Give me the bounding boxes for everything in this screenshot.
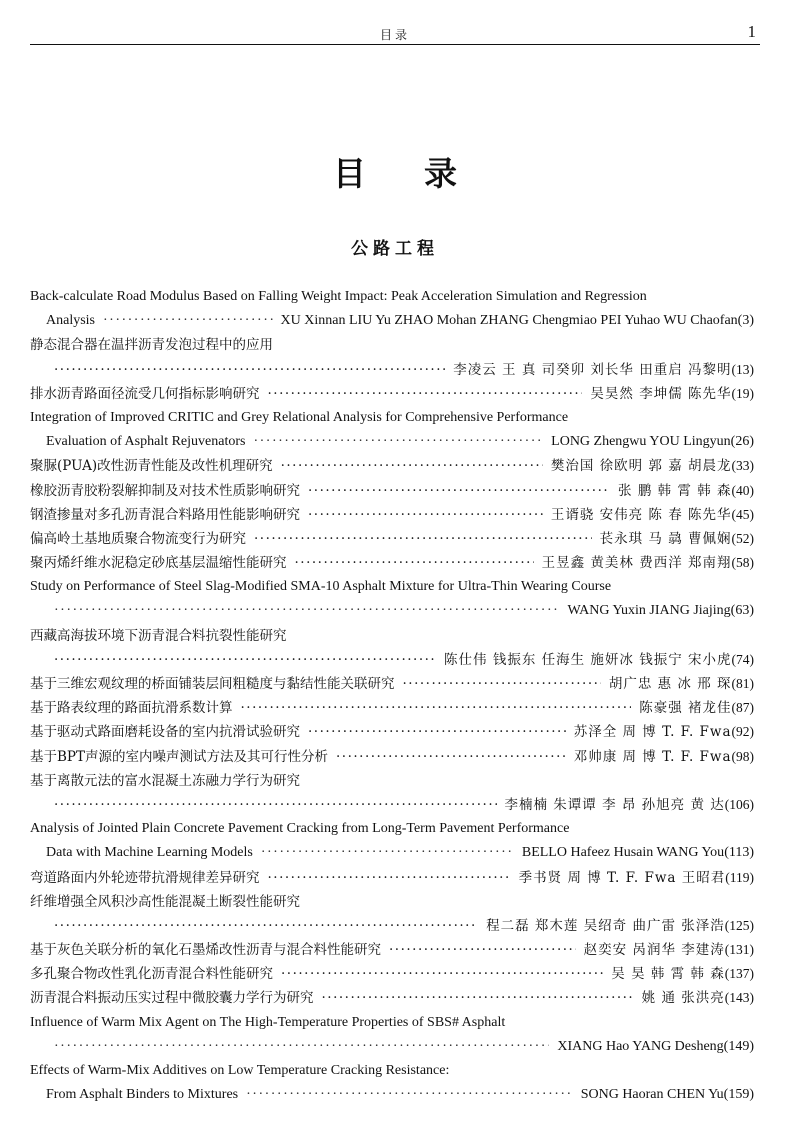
dot-leader xyxy=(54,914,478,938)
dot-leader xyxy=(54,648,436,672)
toc-entry xyxy=(30,769,754,817)
entry-title: Back-calculate Road Modulus Based on Falling Weight Impact: Peak Acceleration Simulation and Regression xyxy=(30,289,647,304)
entry-title: 聚脲(PUA)改性沥青性能及改性机理研究 xyxy=(30,458,273,475)
toc-entry xyxy=(30,575,754,623)
toc-line xyxy=(30,841,754,865)
section-heading: 公路工程 xyxy=(351,239,439,259)
entry-title: Integration of Improved CRITIC and Grey Relational Analysis for Comprehensive Performance xyxy=(30,409,569,425)
entry-authors: 李楠楠 朱谭谭 李 昂 孙旭亮 黄 达 xyxy=(504,796,725,813)
toc-entry xyxy=(30,986,754,1010)
dot-leader xyxy=(54,358,445,382)
toc-line xyxy=(30,406,754,430)
entry-page: (159) xyxy=(723,1087,754,1103)
toc-line xyxy=(30,696,754,720)
entry-page: (98) xyxy=(731,748,754,764)
toc-entry xyxy=(30,333,754,381)
dot-leader xyxy=(253,430,543,454)
entry-page: (92) xyxy=(731,724,754,740)
toc-line xyxy=(30,866,754,890)
running-title: 目录 xyxy=(379,28,410,42)
dot-leader xyxy=(308,720,566,744)
entry-page: (74) xyxy=(731,651,754,667)
toc-entry xyxy=(30,696,754,720)
toc-line xyxy=(30,745,754,769)
entry-title: Analysis xyxy=(46,313,95,329)
entry-authors: 王谞骁 安伟亮 陈 春 陈先华 xyxy=(550,506,732,523)
toc-line xyxy=(30,914,754,938)
toc-line xyxy=(30,890,754,914)
running-header xyxy=(30,20,760,45)
toc-line xyxy=(30,527,754,551)
entry-authors: WANG Yuxin JIANG Jiajing xyxy=(567,603,731,619)
entry-title: Evaluation of Asphalt Rejuvenators xyxy=(46,434,246,450)
dot-leader xyxy=(295,551,534,575)
entry-page: (131) xyxy=(724,942,754,958)
dot-leader xyxy=(261,841,514,865)
entry-title: Data with Machine Learning Models xyxy=(46,845,253,861)
table-of-contents xyxy=(30,285,754,1107)
dot-leader xyxy=(281,454,543,478)
dot-leader xyxy=(246,1083,573,1107)
toc-entry xyxy=(30,454,754,478)
toc-line xyxy=(30,1059,754,1083)
entry-title: Influence of Warm Mix Agent on The High-Temperature Properties of SBS# Asphalt xyxy=(30,1014,506,1030)
toc-line xyxy=(30,285,754,309)
entry-title: From Asphalt Binders to Mixtures xyxy=(46,1087,239,1103)
toc-entry xyxy=(30,479,754,503)
toc-line xyxy=(30,430,754,454)
entry-page: (63) xyxy=(730,603,754,619)
toc-line xyxy=(30,382,754,406)
page-number: 1 xyxy=(747,22,756,41)
toc-entry xyxy=(30,503,754,527)
entry-page: (58) xyxy=(731,555,754,571)
entry-title: Analysis of Jointed Plain Concrete Pavement Cracking from Long-Term Pavement Performance xyxy=(30,821,570,837)
entry-page: (113) xyxy=(724,845,754,861)
entry-title: 聚丙烯纤维水泥稳定砂底基层温缩性能研究 xyxy=(30,555,287,572)
entry-authors: 樊治国 徐欧明 郭 嘉 胡晨龙 xyxy=(550,458,732,475)
entry-authors: XU Xinnan LIU Yu ZHAO Mohan ZHANG Chengmiao PEI Yuhao WU Chaofan xyxy=(280,313,738,329)
toc-line xyxy=(30,672,754,696)
entry-authors: 程二磊 郑木莲 吴绍奇 曲广雷 张泽浩 xyxy=(486,917,725,934)
entry-authors: 陈仕伟 钱振东 任海生 施妍冰 钱振宁 宋小虎 xyxy=(444,651,732,668)
toc-line xyxy=(30,358,754,382)
dot-leader xyxy=(281,962,603,986)
entry-page: (52) xyxy=(731,530,754,546)
entry-page: (26) xyxy=(730,434,754,450)
entry-page: (149) xyxy=(723,1038,754,1054)
toc-line xyxy=(30,599,754,623)
entry-title: 橡胶沥青胶粉裂解抑制及对技术性质影响研究 xyxy=(30,482,300,499)
entry-page: (125) xyxy=(724,917,754,933)
entry-authors: 赵奕安 呙润华 李建涛 xyxy=(583,942,725,959)
dot-leader xyxy=(389,938,576,962)
entry-page: (81) xyxy=(731,676,754,691)
entry-title: 偏高岭土基地质聚合物流变行为研究 xyxy=(30,530,246,547)
entry-title: 基于离散元法的富水混凝土冻融力学行为研究 xyxy=(30,772,300,789)
entry-title: 多孔聚合物改性乳化沥青混合料性能研究 xyxy=(30,966,273,983)
dot-leader xyxy=(254,527,592,551)
entry-title: 基于路表纹理的路面抗滑系数计算 xyxy=(30,700,233,717)
entry-page: (106) xyxy=(724,796,754,812)
entry-authors: 吴昊然 李坤儒 陈先华 xyxy=(590,385,732,402)
toc-entry xyxy=(30,745,754,769)
entry-authors: 邓帅康 周 博 T. F. Fwa xyxy=(573,748,732,765)
entry-page: (143) xyxy=(724,990,754,1006)
toc-entry xyxy=(30,962,754,986)
toc-line xyxy=(30,962,754,986)
dot-leader xyxy=(241,696,632,720)
toc-entry xyxy=(30,866,754,890)
toc-entry xyxy=(30,406,754,454)
dot-leader xyxy=(54,1035,549,1059)
entry-page: (19) xyxy=(731,385,754,401)
toc-entry xyxy=(30,817,754,865)
entry-authors: 王昱鑫 黄美林 费西洋 郑南翔 xyxy=(541,555,732,572)
entry-authors: 陈豪强 褚龙佳 xyxy=(639,700,732,717)
toc-line xyxy=(30,575,754,599)
toc-entry xyxy=(30,1059,754,1107)
entry-authors: 胡广忠 惠 冰 邢 琛 xyxy=(608,676,732,692)
toc-line xyxy=(30,769,754,793)
toc-line xyxy=(30,720,754,744)
dot-leader xyxy=(54,793,497,817)
entry-title: Study on Performance of Steel Slag-Modified SMA-10 Asphalt Mixture for Ultra-Thin Wearing Course xyxy=(30,579,612,595)
entry-authors: 季书贤 周 博 T. F. Fwa 王昭君 xyxy=(518,869,726,886)
toc-line xyxy=(30,454,754,478)
entry-page: (13) xyxy=(731,361,754,377)
dot-leader xyxy=(268,866,511,890)
entry-title: 基于驱动式路面磨耗设备的室内抗滑试验研究 xyxy=(30,724,300,741)
toc-entry xyxy=(30,720,754,744)
toc-entry xyxy=(30,527,754,551)
entry-title: 弯道路面内外轮迹带抗滑规律差异研究 xyxy=(30,869,260,886)
entry-title: 基于灰色关联分析的氧化石墨烯改性沥青与混合料性能研究 xyxy=(30,942,381,959)
entry-authors: 吴 昊 韩 霄 韩 森 xyxy=(611,966,725,983)
entry-authors: 苌永琪 马 骉 曹佩娴 xyxy=(599,530,732,547)
toc-line xyxy=(30,309,754,333)
dot-leader xyxy=(308,503,543,527)
entry-page: (3) xyxy=(737,313,754,329)
toc-line xyxy=(30,817,754,841)
toc-line xyxy=(30,479,754,503)
entry-page: (119) xyxy=(725,869,754,885)
entry-page: (87) xyxy=(731,700,754,716)
toc-line xyxy=(30,1083,754,1107)
entry-title: 纤维增强全风积沙高性能混凝土断裂性能研究 xyxy=(30,893,300,910)
dot-leader xyxy=(403,672,601,696)
entry-title: 西藏高海拔环境下沥青混合料抗裂性能研究 xyxy=(30,627,287,644)
entry-authors: SONG Haoran CHEN Yu xyxy=(580,1087,724,1103)
dot-leader xyxy=(268,382,583,406)
entry-authors: XIANG Hao YANG Desheng xyxy=(557,1038,724,1054)
entry-authors: 张 鹏 韩 霄 韩 森 xyxy=(618,482,732,499)
toc-entry xyxy=(30,672,754,696)
toc-entry xyxy=(30,938,754,962)
page-title: 目录 xyxy=(333,154,515,193)
toc-line xyxy=(30,1035,754,1059)
entry-authors: 苏泽全 周 博 T. F. Fwa xyxy=(573,724,732,741)
toc-entry xyxy=(30,624,754,672)
dot-leader xyxy=(103,309,273,333)
dot-leader xyxy=(336,745,566,769)
toc-line xyxy=(30,648,754,672)
entry-page: (33) xyxy=(731,458,754,474)
toc-entry xyxy=(30,890,754,938)
toc-line xyxy=(30,333,754,357)
toc-line xyxy=(30,1011,754,1035)
entry-authors: 姚 通 张洪亮 xyxy=(641,990,725,1007)
entry-title: 排水沥青路面径流受几何指标影响研究 xyxy=(30,385,260,402)
entry-title: 沥青混合料振动压实过程中微胶囊力学行为研究 xyxy=(30,990,314,1007)
toc-line xyxy=(30,986,754,1010)
entry-title: 基于BPT声源的室内噪声测试方法及其可行性分析 xyxy=(30,748,329,765)
dot-leader xyxy=(322,986,634,1010)
toc-line xyxy=(30,551,754,575)
toc-entry xyxy=(30,551,754,575)
dot-leader xyxy=(308,479,610,503)
dot-leader xyxy=(54,599,559,623)
toc-line xyxy=(30,793,754,817)
toc-entry xyxy=(30,382,754,406)
entry-title: 静态混合器在温拌沥青发泡过程中的应用 xyxy=(30,337,273,354)
toc-line xyxy=(30,503,754,527)
entry-title: Effects of Warm-Mix Additives on Low Temperature Cracking Resistance: xyxy=(30,1063,450,1078)
entry-title: 基于三维宏观纹理的桥面铺装层间粗糙度与黏结性能关联研究 xyxy=(30,676,395,692)
toc-line xyxy=(30,938,754,962)
entry-authors: 李凌云 王 真 司癸卯 刘长华 田重启 冯黎明 xyxy=(453,361,732,378)
entry-authors: BELLO Hafeez Husain WANG You xyxy=(521,845,725,861)
entry-page: (45) xyxy=(731,506,754,522)
entry-title: 钢渣掺量对多孔沥青混合料路用性能影响研究 xyxy=(30,506,300,523)
entry-page: (137) xyxy=(724,966,754,982)
entry-authors: LONG Zhengwu YOU Lingyun xyxy=(551,434,731,450)
toc-entry xyxy=(30,285,754,333)
entry-page: (40) xyxy=(731,482,754,498)
toc-entry xyxy=(30,1011,754,1059)
toc-line xyxy=(30,624,754,648)
